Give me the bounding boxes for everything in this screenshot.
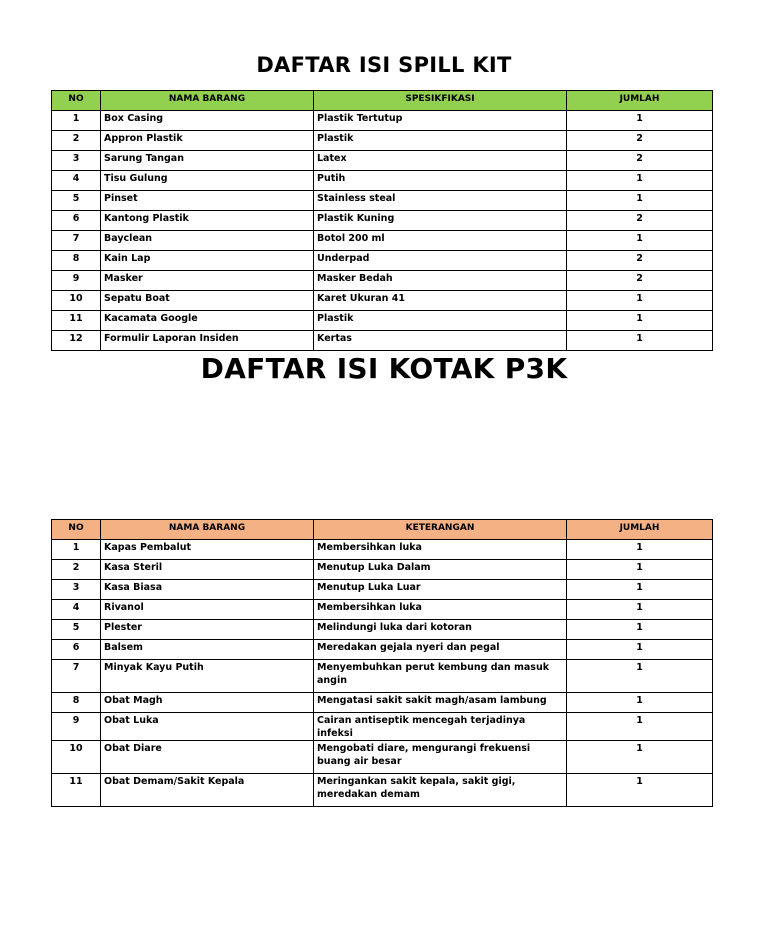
table-row xyxy=(52,600,713,620)
table-row xyxy=(52,191,713,211)
cell-jumlah: 1 xyxy=(567,111,713,131)
table-row xyxy=(52,331,713,351)
cell-spesifikasi: Plastik xyxy=(314,311,567,331)
cell-nama-barang: Appron Plastik xyxy=(101,131,314,151)
table-header-row xyxy=(52,91,713,111)
cell-nama-barang: Kasa Steril xyxy=(101,560,314,580)
spill-kit-table xyxy=(51,90,713,351)
table-row xyxy=(52,151,713,171)
header-nama-barang: NAMA BARANG xyxy=(101,520,314,540)
cell-jumlah: 2 xyxy=(567,151,713,171)
cell-keterangan: Meringankan sakit kepala, sakit gigi, meredakan demam xyxy=(314,774,567,807)
cell-nama-barang: Kapas Pembalut xyxy=(101,540,314,560)
cell-jumlah: 2 xyxy=(567,271,713,291)
cell-no: 3 xyxy=(52,580,101,600)
cell-keterangan: Membersihkan luka xyxy=(314,600,567,620)
header-jumlah: JUMLAH xyxy=(567,520,713,540)
cell-jumlah: 1 xyxy=(567,231,713,251)
cell-spesifikasi: Masker Bedah xyxy=(314,271,567,291)
cell-nama-barang: Sarung Tangan xyxy=(101,151,314,171)
cell-nama-barang: Kasa Biasa xyxy=(101,580,314,600)
cell-nama-barang: Plester xyxy=(101,620,314,640)
cell-no: 1 xyxy=(52,540,101,560)
cell-jumlah: 2 xyxy=(567,251,713,271)
p3k-table xyxy=(51,519,713,807)
cell-spesifikasi: Plastik Kuning xyxy=(314,211,567,231)
table-row xyxy=(52,693,713,713)
table-row xyxy=(52,741,713,774)
cell-jumlah: 1 xyxy=(567,774,713,807)
cell-no: 6 xyxy=(52,211,101,231)
cell-nama-barang: Obat Demam/Sakit Kepala xyxy=(101,774,314,807)
cell-nama-barang: Box Casing xyxy=(101,111,314,131)
cell-nama-barang: Obat Magh xyxy=(101,693,314,713)
cell-no: 5 xyxy=(52,620,101,640)
cell-spesifikasi: Putih xyxy=(314,171,567,191)
table-row xyxy=(52,271,713,291)
cell-nama-barang: Masker xyxy=(101,271,314,291)
cell-spesifikasi: Underpad xyxy=(314,251,567,271)
table-row xyxy=(52,660,713,693)
cell-no: 6 xyxy=(52,640,101,660)
table-header-row xyxy=(52,520,713,540)
cell-keterangan: Menutup Luka Dalam xyxy=(314,560,567,580)
cell-nama-barang: Obat Luka xyxy=(101,713,314,741)
cell-no: 10 xyxy=(52,291,101,311)
cell-jumlah: 1 xyxy=(567,580,713,600)
cell-keterangan: Meredakan gejala nyeri dan pegal xyxy=(314,640,567,660)
cell-spesifikasi: Stainless steal xyxy=(314,191,567,211)
table-row xyxy=(52,620,713,640)
table-row xyxy=(52,713,713,741)
cell-nama-barang: Rivanol xyxy=(101,600,314,620)
cell-nama-barang: Minyak Kayu Putih xyxy=(101,660,314,693)
table-row xyxy=(52,580,713,600)
header-no: NO xyxy=(52,91,101,111)
cell-nama-barang: Formulir Laporan Insiden xyxy=(101,331,314,351)
cell-no: 8 xyxy=(52,251,101,271)
cell-jumlah: 1 xyxy=(567,560,713,580)
cell-jumlah: 1 xyxy=(567,331,713,351)
cell-spesifikasi: Kertas xyxy=(314,331,567,351)
spill-kit-title: DAFTAR ISI SPILL KIT xyxy=(256,53,512,77)
header-spesifikasi: SPESIKFIKASI xyxy=(314,91,567,111)
cell-spesifikasi: Plastik Tertutup xyxy=(314,111,567,131)
cell-no: 12 xyxy=(52,331,101,351)
cell-no: 11 xyxy=(52,774,101,807)
cell-no: 4 xyxy=(52,600,101,620)
cell-no: 2 xyxy=(52,560,101,580)
cell-spesifikasi: Latex xyxy=(314,151,567,171)
cell-jumlah: 1 xyxy=(567,741,713,774)
cell-no: 10 xyxy=(52,741,101,774)
cell-no: 4 xyxy=(52,171,101,191)
cell-no: 7 xyxy=(52,660,101,693)
table-row xyxy=(52,211,713,231)
cell-jumlah: 1 xyxy=(567,311,713,331)
cell-jumlah: 1 xyxy=(567,600,713,620)
cell-jumlah: 1 xyxy=(567,640,713,660)
header-no: NO xyxy=(52,520,101,540)
cell-keterangan: Membersihkan luka xyxy=(314,540,567,560)
cell-no: 11 xyxy=(52,311,101,331)
cell-no: 1 xyxy=(52,111,101,131)
cell-keterangan: Menyembuhkan perut kembung dan masuk angin xyxy=(314,660,567,693)
cell-no: 9 xyxy=(52,271,101,291)
cell-no: 2 xyxy=(52,131,101,151)
table-row xyxy=(52,560,713,580)
header-jumlah: JUMLAH xyxy=(567,91,713,111)
table-row xyxy=(52,251,713,271)
cell-nama-barang: Pinset xyxy=(101,191,314,211)
table-row xyxy=(52,774,713,807)
cell-jumlah: 2 xyxy=(567,211,713,231)
cell-jumlah: 1 xyxy=(567,540,713,560)
cell-nama-barang: Sepatu Boat xyxy=(101,291,314,311)
cell-no: 3 xyxy=(52,151,101,171)
table-row xyxy=(52,231,713,251)
cell-nama-barang: Kantong Plastik xyxy=(101,211,314,231)
p3k-title: DAFTAR ISI KOTAK P3K xyxy=(200,352,568,385)
cell-keterangan: Cairan antiseptik mencegah terjadinya infeksi xyxy=(314,713,567,741)
table-row xyxy=(52,640,713,660)
table-row xyxy=(52,540,713,560)
table-row xyxy=(52,131,713,151)
cell-jumlah: 1 xyxy=(567,171,713,191)
cell-jumlah: 1 xyxy=(567,693,713,713)
cell-jumlah: 2 xyxy=(567,131,713,151)
table-row xyxy=(52,111,713,131)
cell-nama-barang: Bayclean xyxy=(101,231,314,251)
cell-nama-barang: Kacamata Google xyxy=(101,311,314,331)
table-row xyxy=(52,311,713,331)
cell-jumlah: 1 xyxy=(567,660,713,693)
cell-spesifikasi: Botol 200 ml xyxy=(314,231,567,251)
cell-jumlah: 1 xyxy=(567,620,713,640)
cell-jumlah: 1 xyxy=(567,713,713,741)
table-row xyxy=(52,171,713,191)
cell-nama-barang: Tisu Gulung xyxy=(101,171,314,191)
cell-spesifikasi: Karet Ukuran 41 xyxy=(314,291,567,311)
table-row xyxy=(52,291,713,311)
cell-keterangan: Mengatasi sakit sakit magh/asam lambung xyxy=(314,693,567,713)
cell-keterangan: Mengobati diare, mengurangi frekuensi buang air besar xyxy=(314,741,567,774)
cell-nama-barang: Kain Lap xyxy=(101,251,314,271)
cell-no: 7 xyxy=(52,231,101,251)
cell-jumlah: 1 xyxy=(567,291,713,311)
cell-no: 9 xyxy=(52,713,101,741)
cell-spesifikasi: Plastik xyxy=(314,131,567,151)
header-nama-barang: NAMA BARANG xyxy=(101,91,314,111)
cell-jumlah: 1 xyxy=(567,191,713,211)
cell-no: 5 xyxy=(52,191,101,211)
cell-nama-barang: Balsem xyxy=(101,640,314,660)
cell-nama-barang: Obat Diare xyxy=(101,741,314,774)
cell-no: 8 xyxy=(52,693,101,713)
cell-keterangan: Menutup Luka Luar xyxy=(314,580,567,600)
cell-keterangan: Melindungi luka dari kotoran xyxy=(314,620,567,640)
header-keterangan: KETERANGAN xyxy=(314,520,567,540)
